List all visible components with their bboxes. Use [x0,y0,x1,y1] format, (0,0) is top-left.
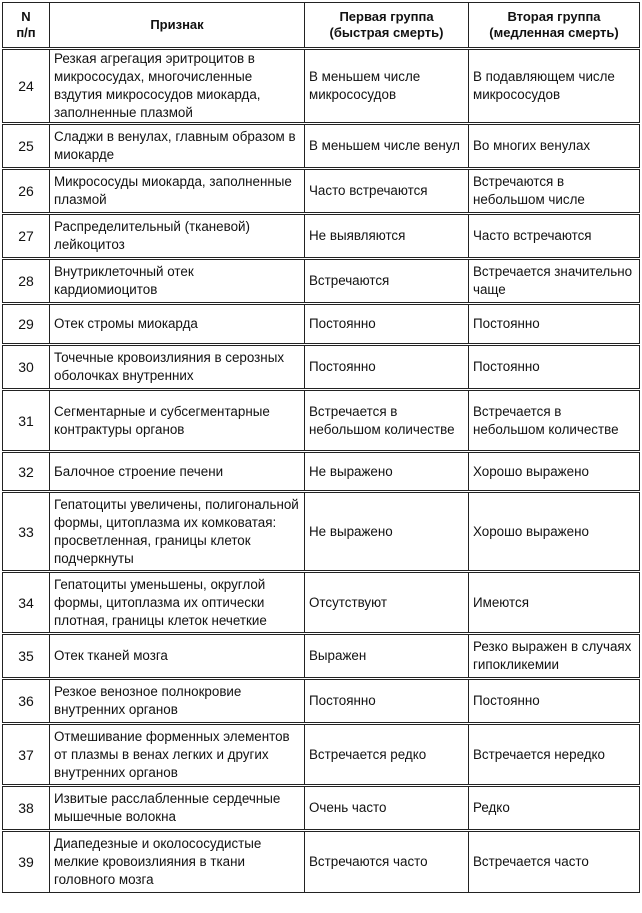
table-row [3,634,640,679]
table-row [3,345,640,390]
row-group1: Не выражено [305,452,469,492]
table-row [3,304,640,345]
header-num [3,3,50,49]
row-group2: Хорошо выражено [469,492,640,572]
row-feature: Микрососуды миокарда, заполненные плазмой [50,169,305,214]
row-group2: Встречается значительно чаще [469,259,640,304]
row-num: 39 [3,831,50,893]
header-group1-line1: Первая группа [339,9,434,24]
row-num: 32 [3,452,50,492]
row-num: 30 [3,345,50,390]
row-num: 28 [3,259,50,304]
row-group1: Постоянно [305,304,469,345]
row-feature: Внутриклеточный отек кардиомиоцитов [50,259,305,304]
row-feature: Балочное строение печени [50,452,305,492]
row-group2: Резко выражен в случаях гипокликемии [469,634,640,679]
row-group2: Встречается нередко [469,724,640,786]
row-group1: В меньшем числе венул [305,124,469,169]
row-group1: Встречается редко [305,724,469,786]
row-group2: Во многих венулах [469,124,640,169]
row-feature: Резкая агрегация эритроцитов в микрососудах, многочисленные вздутия микрососудов миокарда, заполненные плазмой [50,49,305,124]
row-group2: Встречается в небольшом количестве [469,390,640,452]
header-num-line2: п/п [16,25,36,40]
row-group2: Постоянно [469,304,640,345]
header-group1-line2: (быстрая смерть) [329,25,444,40]
row-group2: Часто встречаются [469,214,640,259]
header-group1 [305,3,469,49]
row-feature: Гепатоциты увеличены, полигональной формы, цитоплазма их комковатая: просветленная, границы клеток подчеркнуты [50,492,305,572]
table-row [3,390,640,452]
table-header [3,3,640,49]
row-group1: Не выявляются [305,214,469,259]
row-group2: Встречаются в небольшом числе [469,169,640,214]
row-num: 31 [3,390,50,452]
row-group1: Очень часто [305,786,469,831]
row-group1: Выражен [305,634,469,679]
row-feature: Точечные кровоизлияния в серозных оболочках внутренних [50,345,305,390]
table-row [3,831,640,893]
row-feature: Отек стромы миокарда [50,304,305,345]
row-num: 24 [3,49,50,124]
row-num: 26 [3,169,50,214]
row-feature: Резкое венозное полнокровие внутренних органов [50,679,305,724]
header-group2-line2: (медленная смерть) [489,25,619,40]
row-feature: Отек тканей мозга [50,634,305,679]
row-feature: Отмешивание форменных элементов от плазмы в венах легких и других внутренних органов [50,724,305,786]
row-feature: Диапедезные и околососудистые мелкие кровоизлияния в ткани головного мозга [50,831,305,893]
row-group1: Отсутствуют [305,572,469,634]
row-group2: Редко [469,786,640,831]
header-group2 [469,3,640,49]
table-row [3,49,640,124]
row-feature: Сегментарные и субсегментарные контрактуры органов [50,390,305,452]
row-group1: Постоянно [305,345,469,390]
header-feature: Признак [50,3,305,49]
row-group1: Встречается в небольшом количестве [305,390,469,452]
table-row [3,724,640,786]
row-feature: Гепатоциты уменьшены, округлой формы, цитоплазма их оптически плотная, границы клеток нечеткие [50,572,305,634]
row-feature: Извитые расслабленные сердечные мышечные волокна [50,786,305,831]
table-row [3,452,640,492]
row-feature: Сладжи в венулах, главным образом в миокарде [50,124,305,169]
row-group1: Встречаются часто [305,831,469,893]
row-num: 29 [3,304,50,345]
table-body [3,49,640,893]
row-num: 38 [3,786,50,831]
row-group1: Не выражено [305,492,469,572]
table-row [3,259,640,304]
row-num: 25 [3,124,50,169]
row-num: 36 [3,679,50,724]
row-num: 27 [3,214,50,259]
row-group2: Хорошо выражено [469,452,640,492]
row-num: 35 [3,634,50,679]
row-num: 37 [3,724,50,786]
table-row [3,169,640,214]
table-row [3,124,640,169]
row-group2: В подавляющем числе микрососудов [469,49,640,124]
header-group2-line1: Вторая группа [507,9,601,24]
comparison-table [2,2,640,893]
row-group1: В меньшем числе микрососудов [305,49,469,124]
row-group2: Имеются [469,572,640,634]
row-group1: Часто встречаются [305,169,469,214]
table-row [3,572,640,634]
row-group2: Постоянно [469,345,640,390]
row-num: 33 [3,492,50,572]
table-row [3,214,640,259]
header-row [3,3,640,49]
row-group2: Встречается часто [469,831,640,893]
row-group1: Встречаются [305,259,469,304]
row-group1: Постоянно [305,679,469,724]
table-row [3,786,640,831]
table-row [3,492,640,572]
row-num: 34 [3,572,50,634]
row-group2: Постоянно [469,679,640,724]
row-feature: Распределительный (тканевой) лейкоцитоз [50,214,305,259]
table-row [3,679,640,724]
header-num-line1: N [21,9,31,24]
